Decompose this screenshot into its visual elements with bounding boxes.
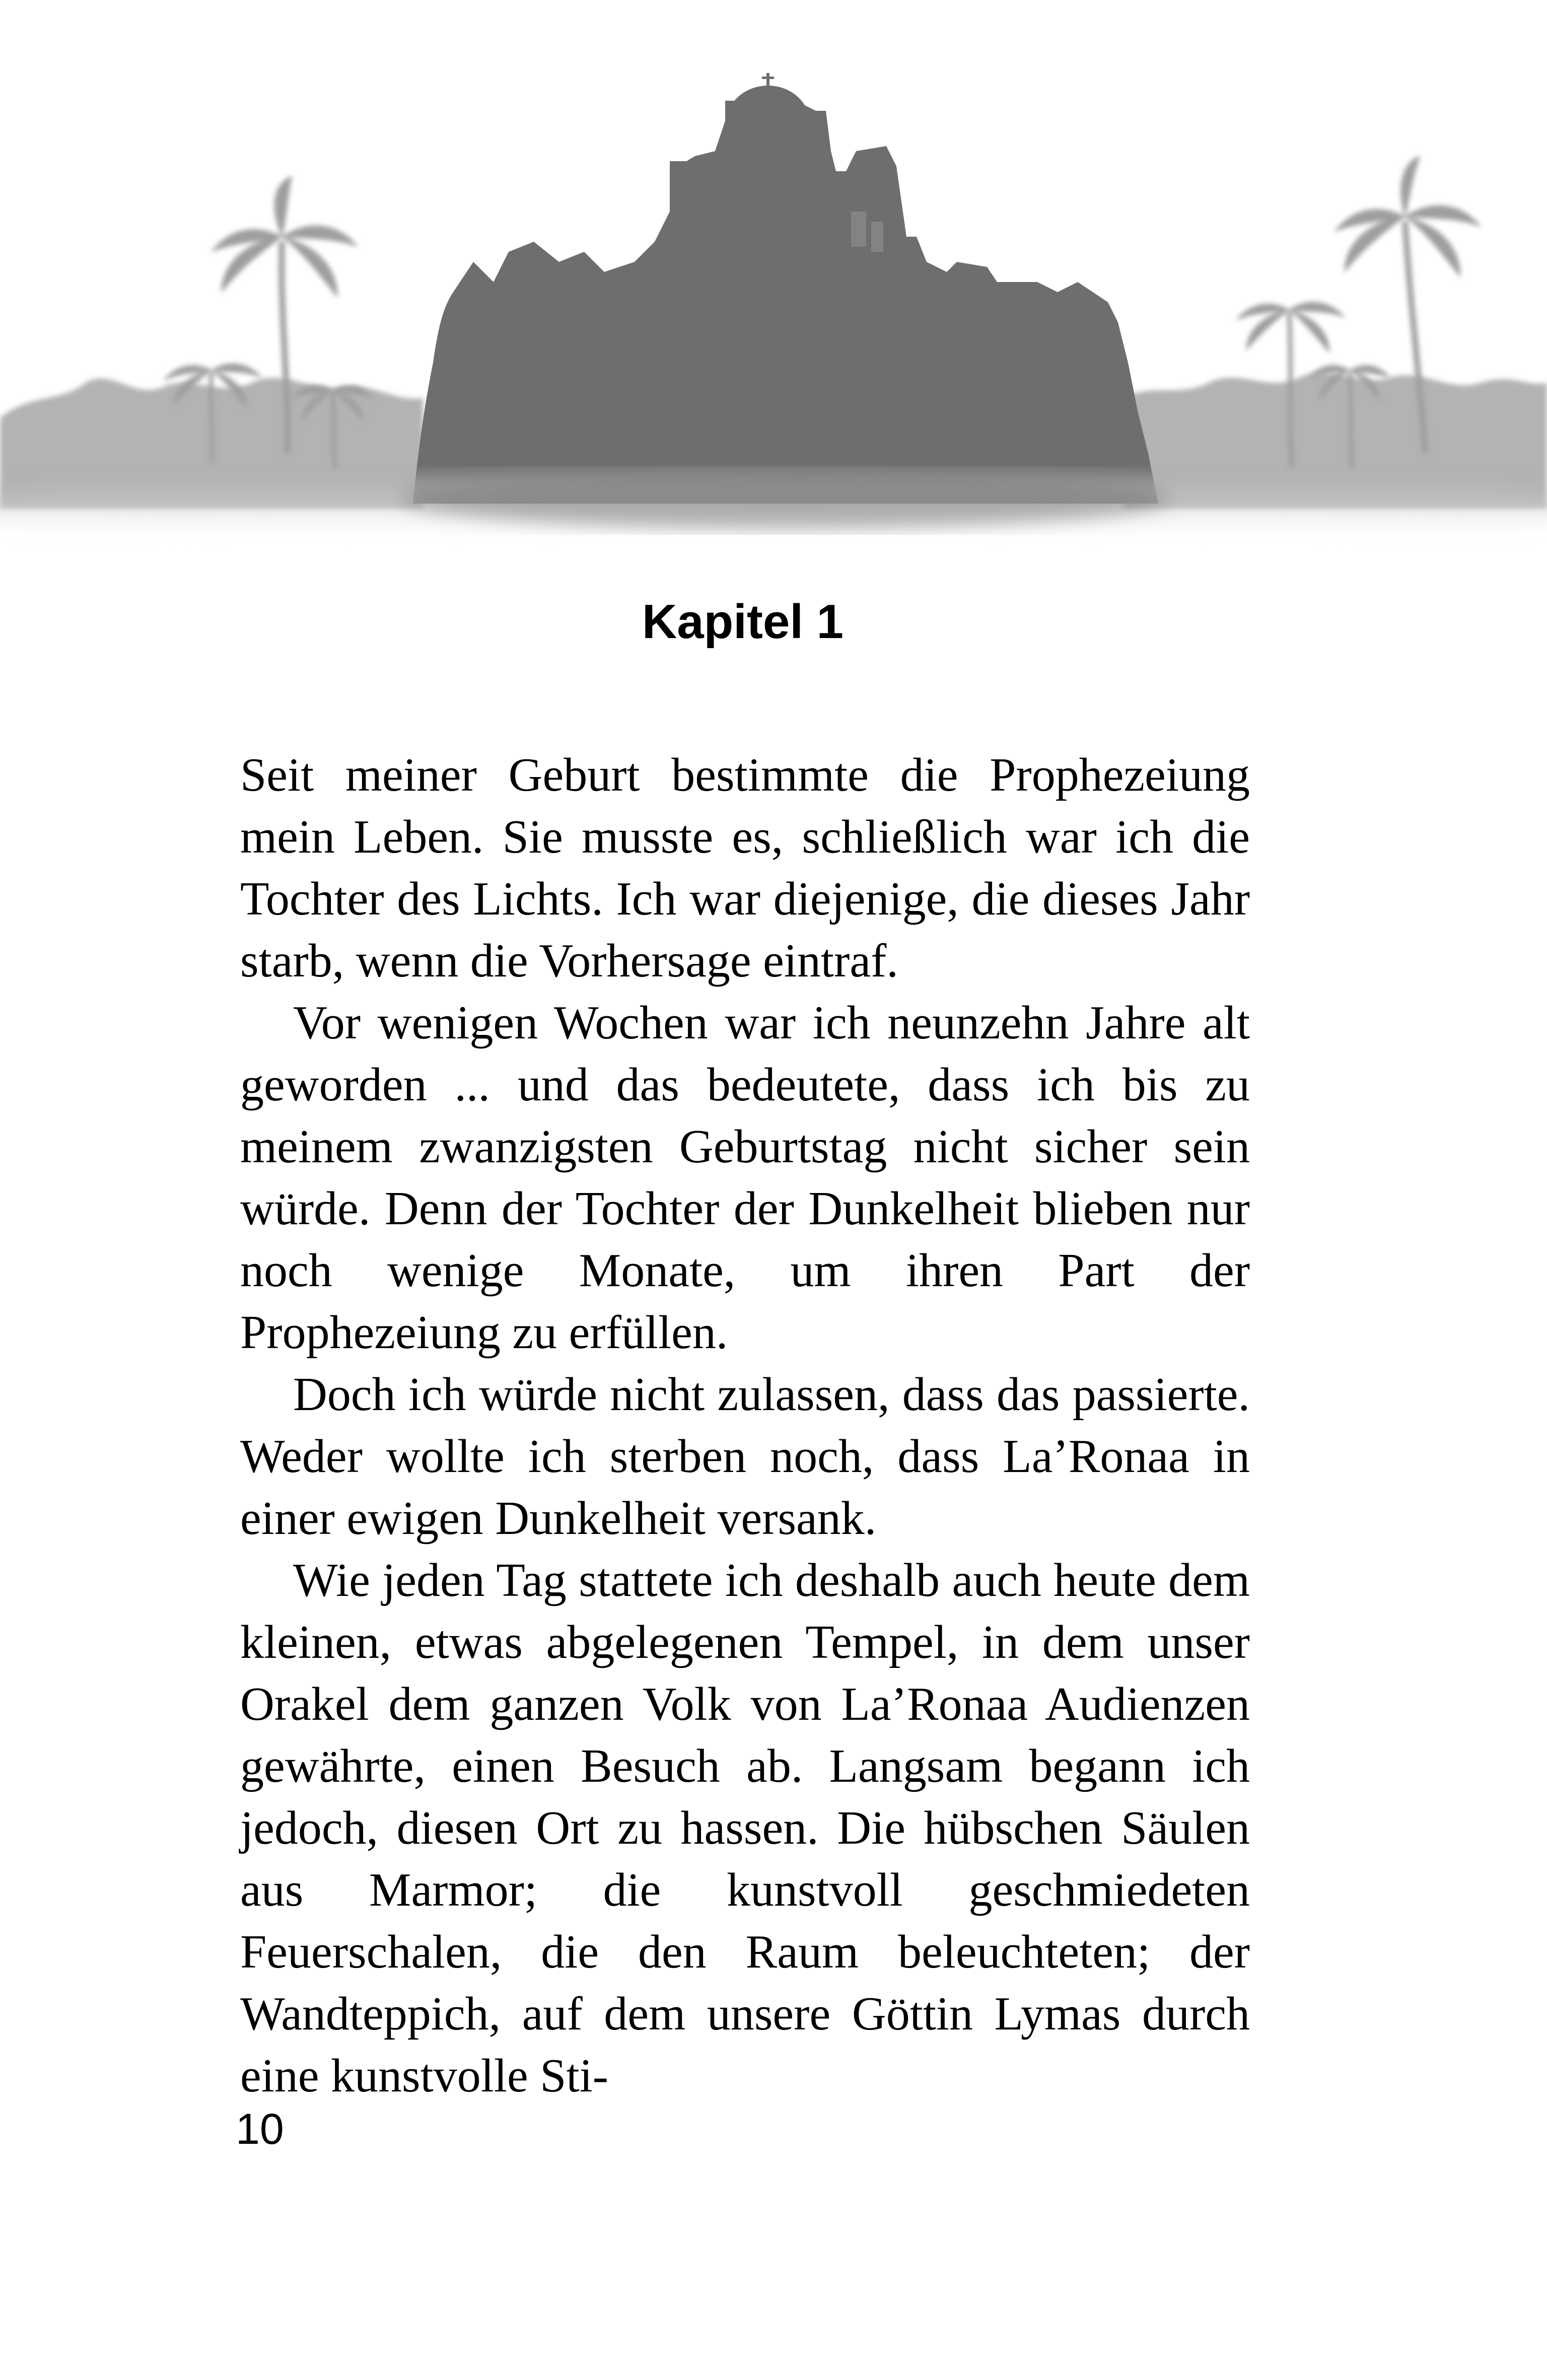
paragraph: Doch ich würde nicht zulassen, dass das passierte. Weder wollte ich sterben noch, dass La’Ronaa in einer ewigen Dunkelheit versank. xyxy=(240,1368,1250,1545)
body-text xyxy=(240,744,1250,2107)
castle-on-hill-silhouette-icon xyxy=(0,0,1547,604)
paragraph: Vor wenigen Wochen war ich neunzehn Jahre alt geworden ... und das bedeutete, dass ich bis zu meinem zwanzigsten Geburtstag nicht sicher sein würde. Denn der Tochter der Dunkelheit blieben nur noch wenige Monate, um ihren Part der Prophezeiung zu erfüllen. xyxy=(240,997,1250,1359)
page-number: 10 xyxy=(236,2105,284,2153)
chapter-title: Kapitel 1 xyxy=(642,595,844,649)
paragraph: Seit meiner Geburt bestimmte die Prophezeiung mein Leben. Sie musste es, schließlich war ich die Tochter des Lichts. Ich war diejenige, die dieses Jahr starb, wenn die Vorhersage eintraf. xyxy=(240,749,1250,987)
castle-silhouette-icon xyxy=(413,73,1158,504)
paragraph: Wie jeden Tag stattete ich deshalb auch heute dem kleinen, etwas abgelegenen Tempel, in dem unser Orakel dem ganzen Volk von La’Ronaa Audienzen gewährte, einen Besuch ab. Langsam begann ich jedoch, diesen Ort zu hassen. Die hübschen Säulen aus Marmor; die kunstvoll geschmiedeten Feuerschalen, die den Raum beleuchteten; der Wandteppich, auf dem unsere Göttin Lymas durch eine kunstvolle Sti- xyxy=(240,1554,1250,2102)
